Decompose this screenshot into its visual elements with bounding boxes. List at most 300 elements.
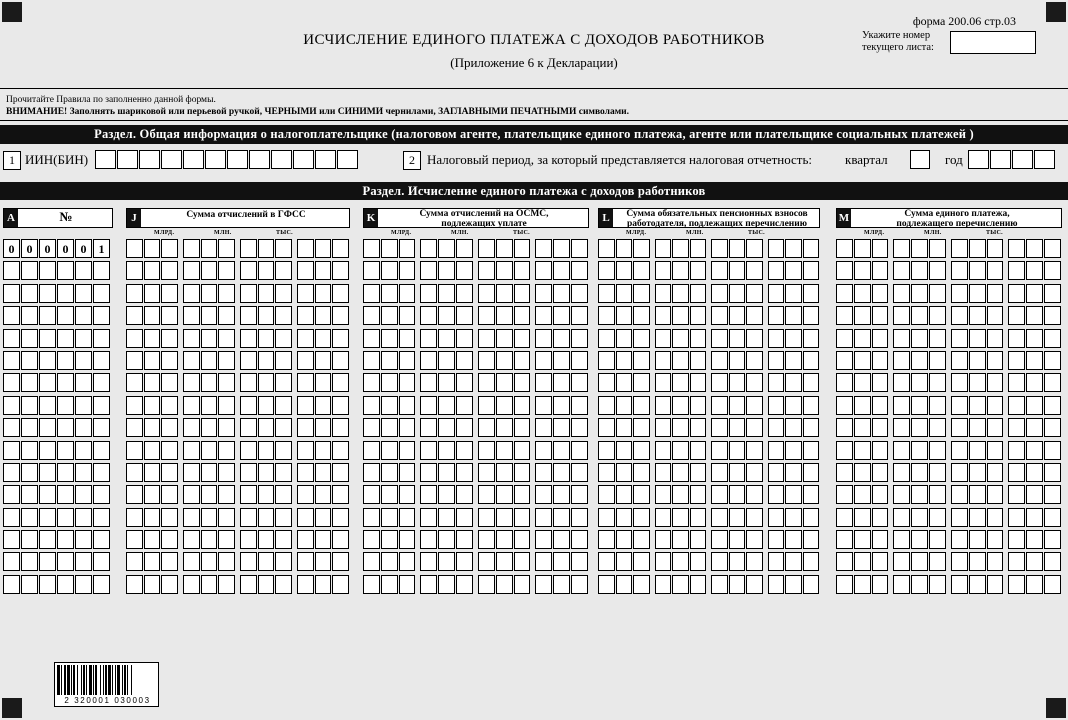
data-cell[interactable]	[1044, 575, 1061, 594]
data-cell[interactable]	[332, 575, 349, 594]
quarter-input-cell[interactable]	[910, 150, 930, 169]
data-cell[interactable]	[672, 508, 689, 527]
data-cell[interactable]	[872, 441, 889, 460]
data-cell[interactable]	[21, 396, 38, 415]
data-cell[interactable]	[785, 351, 802, 370]
data-cell[interactable]	[1026, 485, 1043, 504]
data-cell[interactable]	[75, 485, 92, 504]
data-cell[interactable]: 0	[3, 239, 20, 258]
data-cell[interactable]	[332, 530, 349, 549]
data-cell[interactable]	[39, 441, 56, 460]
data-cell[interactable]	[768, 373, 785, 392]
data-cell[interactable]	[201, 418, 218, 437]
data-cell[interactable]	[420, 239, 437, 258]
data-cell[interactable]	[616, 485, 633, 504]
data-cell[interactable]	[535, 575, 552, 594]
data-cell[interactable]	[57, 418, 74, 437]
data-cell[interactable]	[240, 261, 257, 280]
data-cell[interactable]	[951, 508, 968, 527]
data-cell[interactable]	[514, 239, 531, 258]
data-cell[interactable]	[987, 351, 1004, 370]
data-cell[interactable]	[598, 508, 615, 527]
data-cell[interactable]	[690, 306, 707, 325]
data-cell[interactable]	[1008, 396, 1025, 415]
data-cell[interactable]	[785, 530, 802, 549]
data-cell[interactable]	[711, 284, 728, 303]
data-cell[interactable]	[655, 485, 672, 504]
data-cell[interactable]	[729, 351, 746, 370]
data-cell[interactable]	[381, 485, 398, 504]
data-cell[interactable]	[571, 530, 588, 549]
data-cell[interactable]	[496, 306, 513, 325]
data-cell[interactable]	[75, 463, 92, 482]
data-cell[interactable]	[478, 463, 495, 482]
data-cell[interactable]	[987, 530, 1004, 549]
data-cell[interactable]	[969, 261, 986, 280]
data-cell[interactable]	[535, 463, 552, 482]
data-cell[interactable]	[57, 552, 74, 571]
data-cell[interactable]	[768, 575, 785, 594]
data-cell[interactable]	[911, 373, 928, 392]
data-cell[interactable]	[893, 306, 910, 325]
data-cell[interactable]	[438, 441, 455, 460]
data-cell[interactable]	[126, 373, 143, 392]
data-cell[interactable]	[39, 418, 56, 437]
data-cell[interactable]	[161, 239, 178, 258]
data-cell[interactable]	[929, 485, 946, 504]
data-cell[interactable]	[836, 485, 853, 504]
data-cell[interactable]	[57, 351, 74, 370]
data-cell[interactable]	[633, 329, 650, 348]
data-cell[interactable]	[535, 485, 552, 504]
data-cell[interactable]	[332, 396, 349, 415]
data-cell[interactable]	[258, 508, 275, 527]
data-cell[interactable]	[911, 396, 928, 415]
data-cell[interactable]	[144, 575, 161, 594]
data-cell[interactable]	[514, 463, 531, 482]
data-cell[interactable]	[1044, 485, 1061, 504]
data-cell[interactable]	[672, 552, 689, 571]
data-cell[interactable]	[854, 351, 871, 370]
data-cell[interactable]	[690, 351, 707, 370]
data-cell[interactable]	[768, 463, 785, 482]
data-cell[interactable]	[836, 373, 853, 392]
data-cell[interactable]	[514, 329, 531, 348]
data-cell[interactable]	[39, 485, 56, 504]
data-cell[interactable]	[363, 373, 380, 392]
data-cell[interactable]	[633, 306, 650, 325]
data-cell[interactable]	[690, 463, 707, 482]
data-cell[interactable]	[803, 441, 820, 460]
data-cell[interactable]	[438, 329, 455, 348]
data-cell[interactable]	[478, 485, 495, 504]
data-cell[interactable]	[39, 552, 56, 571]
data-cell[interactable]	[729, 261, 746, 280]
data-cell[interactable]	[836, 530, 853, 549]
data-cell[interactable]	[275, 284, 292, 303]
data-cell[interactable]	[987, 329, 1004, 348]
data-cell[interactable]	[21, 306, 38, 325]
data-cell[interactable]	[655, 530, 672, 549]
data-cell[interactable]	[93, 396, 110, 415]
data-cell[interactable]	[1026, 508, 1043, 527]
data-cell[interactable]	[21, 261, 38, 280]
data-cell[interactable]	[633, 441, 650, 460]
iin-cell[interactable]	[183, 150, 204, 169]
data-cell[interactable]	[399, 373, 416, 392]
data-cell[interactable]	[258, 396, 275, 415]
data-cell[interactable]	[872, 485, 889, 504]
data-cell[interactable]	[872, 329, 889, 348]
data-cell[interactable]	[553, 261, 570, 280]
data-cell[interactable]	[598, 575, 615, 594]
data-cell[interactable]	[1026, 261, 1043, 280]
data-cell[interactable]	[240, 463, 257, 482]
data-cell[interactable]	[571, 351, 588, 370]
data-cell[interactable]	[363, 329, 380, 348]
data-cell[interactable]	[363, 463, 380, 482]
data-cell[interactable]	[161, 508, 178, 527]
data-cell[interactable]	[571, 441, 588, 460]
data-cell[interactable]	[456, 575, 473, 594]
data-cell[interactable]	[218, 261, 235, 280]
data-cell[interactable]	[690, 508, 707, 527]
data-cell[interactable]	[144, 306, 161, 325]
data-cell[interactable]	[218, 463, 235, 482]
data-cell[interactable]	[1008, 530, 1025, 549]
data-cell[interactable]	[126, 552, 143, 571]
data-cell[interactable]	[478, 508, 495, 527]
data-cell[interactable]	[836, 261, 853, 280]
data-cell[interactable]	[456, 284, 473, 303]
data-cell[interactable]	[854, 463, 871, 482]
data-cell[interactable]	[768, 508, 785, 527]
data-cell[interactable]	[553, 463, 570, 482]
data-cell[interactable]	[672, 441, 689, 460]
data-cell[interactable]	[456, 508, 473, 527]
data-cell[interactable]	[297, 552, 314, 571]
data-cell[interactable]	[969, 418, 986, 437]
year-input-cells[interactable]	[968, 150, 1055, 169]
data-cell[interactable]	[201, 373, 218, 392]
data-cell[interactable]	[535, 373, 552, 392]
data-cell[interactable]	[785, 373, 802, 392]
data-cell[interactable]	[3, 463, 20, 482]
data-cell[interactable]	[969, 508, 986, 527]
data-cell[interactable]	[785, 284, 802, 303]
data-cell[interactable]	[987, 373, 1004, 392]
data-cell[interactable]	[381, 530, 398, 549]
data-cell[interactable]	[553, 396, 570, 415]
data-cell[interactable]	[297, 329, 314, 348]
data-cell[interactable]	[836, 396, 853, 415]
data-cell[interactable]	[655, 373, 672, 392]
data-cell[interactable]	[75, 552, 92, 571]
data-cell[interactable]	[1044, 441, 1061, 460]
data-cell[interactable]	[535, 418, 552, 437]
year-cell[interactable]	[1034, 150, 1055, 169]
data-cell[interactable]	[456, 351, 473, 370]
data-cell[interactable]	[655, 329, 672, 348]
data-cell[interactable]	[987, 396, 1004, 415]
data-cell[interactable]	[1044, 284, 1061, 303]
data-cell[interactable]	[75, 530, 92, 549]
data-cell[interactable]	[438, 396, 455, 415]
data-cell[interactable]	[872, 261, 889, 280]
data-cell[interactable]	[929, 239, 946, 258]
data-cell[interactable]	[420, 373, 437, 392]
data-cell[interactable]	[929, 351, 946, 370]
data-cell[interactable]	[363, 441, 380, 460]
data-cell[interactable]	[951, 552, 968, 571]
data-cell[interactable]	[240, 441, 257, 460]
data-cell[interactable]	[1008, 463, 1025, 482]
data-cell[interactable]	[144, 552, 161, 571]
data-cell[interactable]	[598, 485, 615, 504]
data-cell[interactable]	[785, 508, 802, 527]
data-cell[interactable]	[571, 284, 588, 303]
data-cell[interactable]	[616, 463, 633, 482]
data-cell[interactable]	[315, 508, 332, 527]
data-cell[interactable]	[598, 284, 615, 303]
data-cell[interactable]	[987, 485, 1004, 504]
data-cell[interactable]	[690, 575, 707, 594]
data-cell[interactable]	[893, 508, 910, 527]
data-cell[interactable]	[57, 575, 74, 594]
data-cell[interactable]	[126, 418, 143, 437]
data-cell[interactable]	[1026, 239, 1043, 258]
data-cell[interactable]	[218, 306, 235, 325]
data-cell[interactable]	[161, 463, 178, 482]
data-cell[interactable]	[240, 351, 257, 370]
data-cell[interactable]	[951, 284, 968, 303]
data-cell[interactable]	[93, 485, 110, 504]
data-cell[interactable]	[911, 441, 928, 460]
data-cell[interactable]	[297, 418, 314, 437]
data-cell[interactable]	[633, 530, 650, 549]
data-cell[interactable]	[1044, 508, 1061, 527]
data-cell[interactable]	[240, 552, 257, 571]
data-cell[interactable]	[258, 418, 275, 437]
data-cell[interactable]	[438, 418, 455, 437]
data-cell[interactable]	[655, 441, 672, 460]
data-cell[interactable]	[399, 552, 416, 571]
data-cell[interactable]	[1044, 418, 1061, 437]
data-cell[interactable]	[987, 239, 1004, 258]
data-cell[interactable]	[275, 396, 292, 415]
data-cell[interactable]	[514, 530, 531, 549]
data-cell[interactable]	[93, 463, 110, 482]
data-cell[interactable]	[803, 261, 820, 280]
data-cell[interactable]	[785, 552, 802, 571]
data-cell[interactable]	[836, 575, 853, 594]
data-cell[interactable]	[315, 329, 332, 348]
data-cell[interactable]	[297, 239, 314, 258]
data-cell[interactable]	[598, 373, 615, 392]
data-cell[interactable]	[553, 329, 570, 348]
data-cell[interactable]	[929, 463, 946, 482]
data-cell[interactable]	[39, 351, 56, 370]
data-cell[interactable]	[3, 441, 20, 460]
data-cell[interactable]	[258, 485, 275, 504]
data-cell[interactable]	[315, 351, 332, 370]
data-cell[interactable]	[785, 329, 802, 348]
data-cell[interactable]	[275, 441, 292, 460]
data-cell[interactable]	[57, 373, 74, 392]
data-cell[interactable]	[929, 306, 946, 325]
data-cell[interactable]	[854, 261, 871, 280]
data-cell[interactable]	[672, 329, 689, 348]
data-cell[interactable]	[571, 508, 588, 527]
data-cell[interactable]	[655, 261, 672, 280]
data-cell[interactable]	[535, 284, 552, 303]
data-cell[interactable]	[803, 351, 820, 370]
data-cell[interactable]	[275, 463, 292, 482]
data-cell[interactable]: 0	[39, 239, 56, 258]
data-cell[interactable]	[3, 284, 20, 303]
data-cell[interactable]	[746, 441, 763, 460]
data-cell[interactable]	[126, 485, 143, 504]
data-cell[interactable]	[183, 463, 200, 482]
data-cell[interactable]	[951, 441, 968, 460]
data-cell[interactable]	[240, 373, 257, 392]
data-cell[interactable]	[872, 552, 889, 571]
data-cell[interactable]	[836, 552, 853, 571]
data-cell[interactable]	[987, 508, 1004, 527]
data-cell[interactable]	[381, 508, 398, 527]
data-cell[interactable]	[456, 418, 473, 437]
data-cell[interactable]	[161, 552, 178, 571]
data-cell[interactable]	[987, 575, 1004, 594]
data-cell[interactable]	[535, 508, 552, 527]
data-cell[interactable]	[258, 329, 275, 348]
data-cell[interactable]	[803, 329, 820, 348]
data-cell[interactable]	[201, 508, 218, 527]
data-cell[interactable]	[332, 351, 349, 370]
data-cell[interactable]	[1008, 239, 1025, 258]
data-cell[interactable]	[893, 485, 910, 504]
data-cell[interactable]	[1026, 441, 1043, 460]
data-cell[interactable]	[553, 552, 570, 571]
year-cell[interactable]	[968, 150, 989, 169]
data-cell[interactable]	[768, 239, 785, 258]
data-cell[interactable]	[258, 530, 275, 549]
data-cell[interactable]	[1026, 351, 1043, 370]
data-cell[interactable]	[672, 396, 689, 415]
data-cell[interactable]	[911, 418, 928, 437]
data-cell[interactable]	[893, 396, 910, 415]
data-cell[interactable]	[633, 396, 650, 415]
data-cell[interactable]	[633, 552, 650, 571]
data-cell[interactable]	[803, 306, 820, 325]
data-cell[interactable]	[987, 552, 1004, 571]
data-cell[interactable]	[57, 261, 74, 280]
data-cell[interactable]	[1044, 261, 1061, 280]
data-cell[interactable]	[21, 351, 38, 370]
iin-cell[interactable]	[117, 150, 138, 169]
data-cell[interactable]	[854, 284, 871, 303]
data-cell[interactable]	[893, 284, 910, 303]
data-cell[interactable]	[690, 552, 707, 571]
data-cell[interactable]	[672, 284, 689, 303]
data-cell[interactable]	[672, 261, 689, 280]
data-cell[interactable]	[144, 329, 161, 348]
data-cell[interactable]	[240, 508, 257, 527]
data-cell[interactable]	[785, 418, 802, 437]
data-cell[interactable]	[1044, 396, 1061, 415]
data-cell[interactable]	[218, 329, 235, 348]
data-cell[interactable]	[315, 396, 332, 415]
data-cell[interactable]	[381, 261, 398, 280]
data-cell[interactable]	[768, 306, 785, 325]
data-cell[interactable]	[183, 530, 200, 549]
data-cell[interactable]	[297, 485, 314, 504]
data-cell[interactable]	[438, 351, 455, 370]
data-cell[interactable]	[57, 508, 74, 527]
data-cell[interactable]	[496, 530, 513, 549]
data-cell[interactable]	[1008, 284, 1025, 303]
data-cell[interactable]	[57, 306, 74, 325]
data-cell[interactable]	[785, 441, 802, 460]
data-cell[interactable]	[711, 485, 728, 504]
data-cell[interactable]	[911, 329, 928, 348]
data-cell[interactable]	[711, 329, 728, 348]
data-cell[interactable]	[438, 284, 455, 303]
data-cell[interactable]	[768, 485, 785, 504]
data-cell[interactable]	[1044, 351, 1061, 370]
data-cell[interactable]	[496, 261, 513, 280]
data-cell[interactable]	[438, 239, 455, 258]
data-cell[interactable]	[655, 284, 672, 303]
data-cell[interactable]	[951, 261, 968, 280]
data-cell[interactable]	[854, 239, 871, 258]
data-cell[interactable]	[1008, 441, 1025, 460]
data-cell[interactable]	[633, 508, 650, 527]
data-cell[interactable]	[456, 552, 473, 571]
data-cell[interactable]	[275, 552, 292, 571]
data-cell[interactable]	[803, 284, 820, 303]
data-cell[interactable]	[201, 261, 218, 280]
data-cell[interactable]	[297, 396, 314, 415]
data-cell[interactable]	[616, 396, 633, 415]
data-cell[interactable]	[161, 261, 178, 280]
data-cell[interactable]	[496, 373, 513, 392]
data-cell[interactable]	[315, 485, 332, 504]
data-cell[interactable]	[363, 508, 380, 527]
data-cell[interactable]	[399, 351, 416, 370]
data-cell[interactable]	[616, 306, 633, 325]
data-cell[interactable]	[672, 373, 689, 392]
data-cell[interactable]	[690, 373, 707, 392]
data-cell[interactable]	[655, 418, 672, 437]
data-cell[interactable]	[438, 575, 455, 594]
data-cell[interactable]	[218, 396, 235, 415]
data-cell[interactable]	[854, 373, 871, 392]
data-cell[interactable]	[711, 530, 728, 549]
data-cell[interactable]	[911, 284, 928, 303]
data-cell[interactable]	[969, 485, 986, 504]
data-cell[interactable]	[420, 485, 437, 504]
data-cell[interactable]	[1008, 373, 1025, 392]
data-cell[interactable]	[598, 261, 615, 280]
data-cell[interactable]	[39, 373, 56, 392]
data-cell[interactable]	[768, 284, 785, 303]
data-cell[interactable]	[315, 552, 332, 571]
data-cell[interactable]	[3, 485, 20, 504]
data-cell[interactable]	[616, 575, 633, 594]
data-cell[interactable]	[438, 306, 455, 325]
data-cell[interactable]	[929, 261, 946, 280]
